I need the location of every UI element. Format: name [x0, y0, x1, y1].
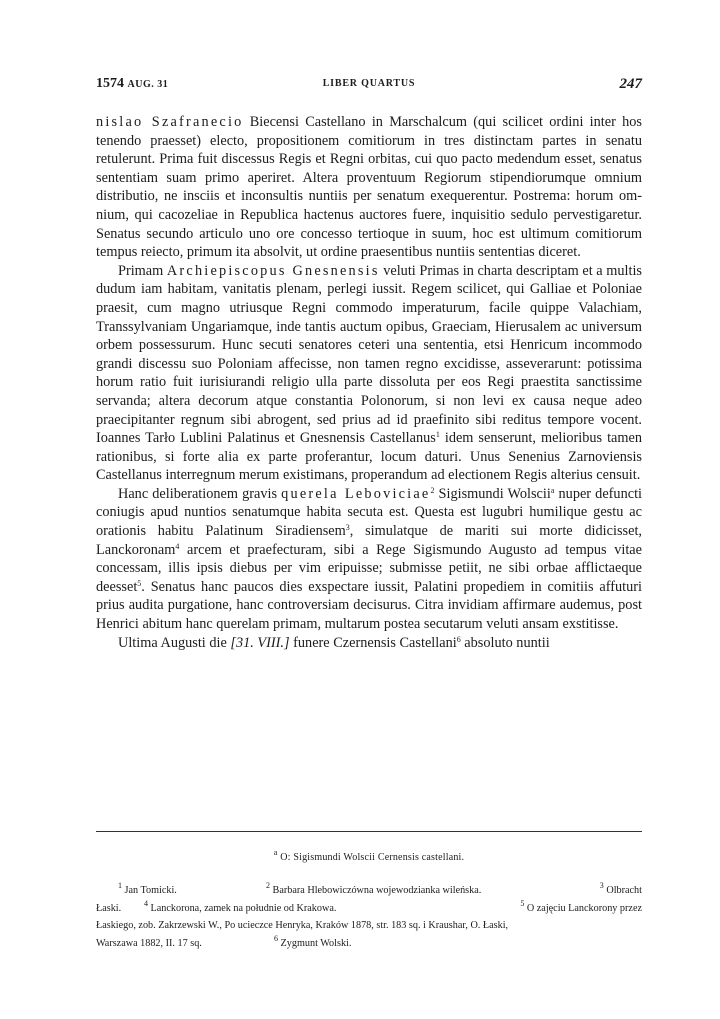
- variant-note: [96, 848, 642, 863]
- footnote-ref[interactable]: 4: [175, 541, 180, 551]
- paragraph-text: idem senserunt, melioribus tamen rationibus, si forte alia ex parte proferantur, locum daturi. Unus Senenius Zarnoviensis Castellanus interregnum merum existimans, properandum ad electionem Regis alterius censuit.: [96, 430, 643, 484]
- footnote-line-1: [96, 882, 642, 900]
- footnote-line-4: [96, 935, 642, 953]
- paragraph-text: Hanc deliberationem gravis: [118, 485, 282, 502]
- header-year: 1574: [96, 76, 124, 91]
- paragraph-text: veluti Primas in charta descriptam et a multis dudum iam habitam, vanitatis plenam, perlegi iussit. Regem scilicet, qui Galliae et Poloniae praesit, cum magno utriusque Regni commodo imperaturum, facile quippe Valachiam, Transsylvaniam Ungariamque, inde tantis auctum opibus, Graeciam, Hierusalem ac universum orbem possessurum. Hunc secuti senatores ceteri una sententia, etsi Henricum incommodo grandi discessu suo Poloniam affecisse, non tamen regno excidisse, asseverarunt: potissima horum ratio fuit iurisiurandi religio ulla parte dissoluta per eos Regi praestita sanctissime servanda; altera decorum atque constantia Polonorum, si non levi ex causa neque adeo praecipitanter regnum sibi abrogent, sed prius ad id praefinito sibi reditus tempore vocent. Ioannes Tarło Lublini Palatinus et Gnesnensis Castellanus: [96, 262, 642, 447]
- footnote-line-3: [96, 917, 642, 935]
- footnote-6: [274, 935, 351, 953]
- footnote-5-end: Warszawa 1882, II. 17 sq.: [96, 937, 202, 949]
- footnote-marker: 5: [520, 898, 525, 908]
- footnote-ref[interactable]: 5: [137, 578, 142, 588]
- paragraph-text: . Senatus hanc paucos dies exspectare iussit, Palatini propediem in comitiis affuturi prius audita purgatione, hanc controversiam decisurus. Citra invidiam affirmare audemus, post Henrici abitum hanc querelam primam, multarum postea secutarum veluti ansam exstitisse.: [96, 578, 642, 633]
- paragraph-2: [96, 262, 642, 485]
- footnote-marker: 6: [274, 933, 278, 943]
- footnote-5: [520, 900, 642, 918]
- footnote-text: O zajęciu Lanckorony przez: [526, 902, 642, 914]
- paragraph-text: Primam: [118, 262, 167, 279]
- footnote-1: [118, 882, 177, 900]
- date-bracket: [31. VIII.]: [230, 634, 290, 651]
- footnote-2: [266, 882, 481, 900]
- footnote-text: Zygmunt Wolski.: [280, 937, 352, 949]
- paragraph-text: nuper defuncti coniugis apud nuntios senatumque habita secuta est. Questa est lugubri humilique gestu ac orationis habitu Palatinum Siradiensem: [96, 485, 643, 540]
- footnote-text: Lanckorona, zamek na południe od Krakowa.: [150, 902, 337, 914]
- spaced-name: querela Leboviciae: [281, 485, 431, 502]
- paragraph-text: Sigismundi Wolscii: [434, 485, 551, 502]
- paragraph-text: arcem et praefecturam, sibi a Rege Sigismundo Augusto ad tempus vitae concessam, illis ipsis diebus per vim eripuisse; submisse petiit, ne sibi orbae afflictaeque deesset: [96, 541, 642, 595]
- footnote-3-cont: Łaski.: [96, 902, 122, 914]
- footnote-ref[interactable]: 1: [435, 430, 440, 440]
- footnote-line-2: [96, 900, 642, 918]
- variant-ref[interactable]: a: [550, 485, 555, 495]
- footnotes: [96, 882, 642, 952]
- paragraph-3: [96, 485, 642, 634]
- footnote-text: Barbara Hlebowiczówna wojewodzianka wileńska.: [272, 885, 482, 896]
- footnote-3: [600, 882, 642, 900]
- page-number: 247: [619, 76, 642, 92]
- footnote-marker: 2: [266, 881, 270, 890]
- running-head: [96, 76, 642, 96]
- main-text: [96, 113, 642, 652]
- footnote-text: Jan Tomicki.: [124, 885, 177, 896]
- paragraph-text: , simulatque de mariti sui morte didicisset, Lanckoronam: [96, 523, 642, 558]
- book-title: LIBER QUARTUS: [322, 78, 416, 89]
- spaced-name: nislao Szafranecio: [96, 114, 244, 130]
- footnote-text: Olbracht: [606, 885, 642, 896]
- paragraph-1: [96, 113, 642, 262]
- footnote-marker: 1: [118, 881, 122, 890]
- paragraph-text: absoluto nuntii: [460, 634, 550, 651]
- footnote-4: [144, 900, 336, 918]
- footnote-marker: 4: [144, 898, 148, 908]
- variant-text: O: Sigismundi Wolscii Cernensis castellani.: [280, 852, 465, 863]
- footnote-5-cont: Łaskiego, zob. Zakrzewski W., Po ucieczce Henryka, Kraków 1878, str. 183 sq. i Kraushar, O. Łaski,: [96, 920, 509, 931]
- footnote-ref[interactable]: 6: [456, 634, 461, 644]
- paragraph-text: Ultima Augusti die: [118, 634, 231, 651]
- footnote-ref[interactable]: 2: [430, 485, 435, 495]
- variant-marker: a: [273, 848, 278, 857]
- spaced-name: Archiepiscopus Gnesnensis: [166, 262, 380, 279]
- footnote-ref[interactable]: 3: [345, 523, 350, 533]
- footnote-marker: 3: [599, 881, 604, 890]
- header-month-day: AUG. 31: [127, 79, 169, 90]
- footnote-divider: [96, 831, 642, 832]
- paragraph-4: [96, 634, 642, 653]
- paragraph-text: funere Czernensis Castellani: [289, 634, 457, 651]
- paragraph-text: Biecensi Castellano in Marschalcum (qui scilicet ordini inter hos tenendo praesset) electo, propositionem comitiorum in tres distinctam partes in senatu retulerunt. Prima fuit discessus Regis et Regni orbitas, cui quo pacto medendum esset, senatus sententiam suam primo aperiret. Altera proventuum Regiorum stipendiorumque omnium distributio, ne insciis et inconsultis nuntiis per senatum exequerentur. Postrema: horum omnium, qui cacozeliae in Republica hactenus auctores fuere, inquisitio sedulo pervestigaretur. Senatus secundo articulo uno ore concesso tertioque in suum, hoc est ultimum comitiorum tempus reiecto, primum ita absolvit, ut ordine praesentibus nuntiis sententias diceret.: [96, 114, 642, 261]
